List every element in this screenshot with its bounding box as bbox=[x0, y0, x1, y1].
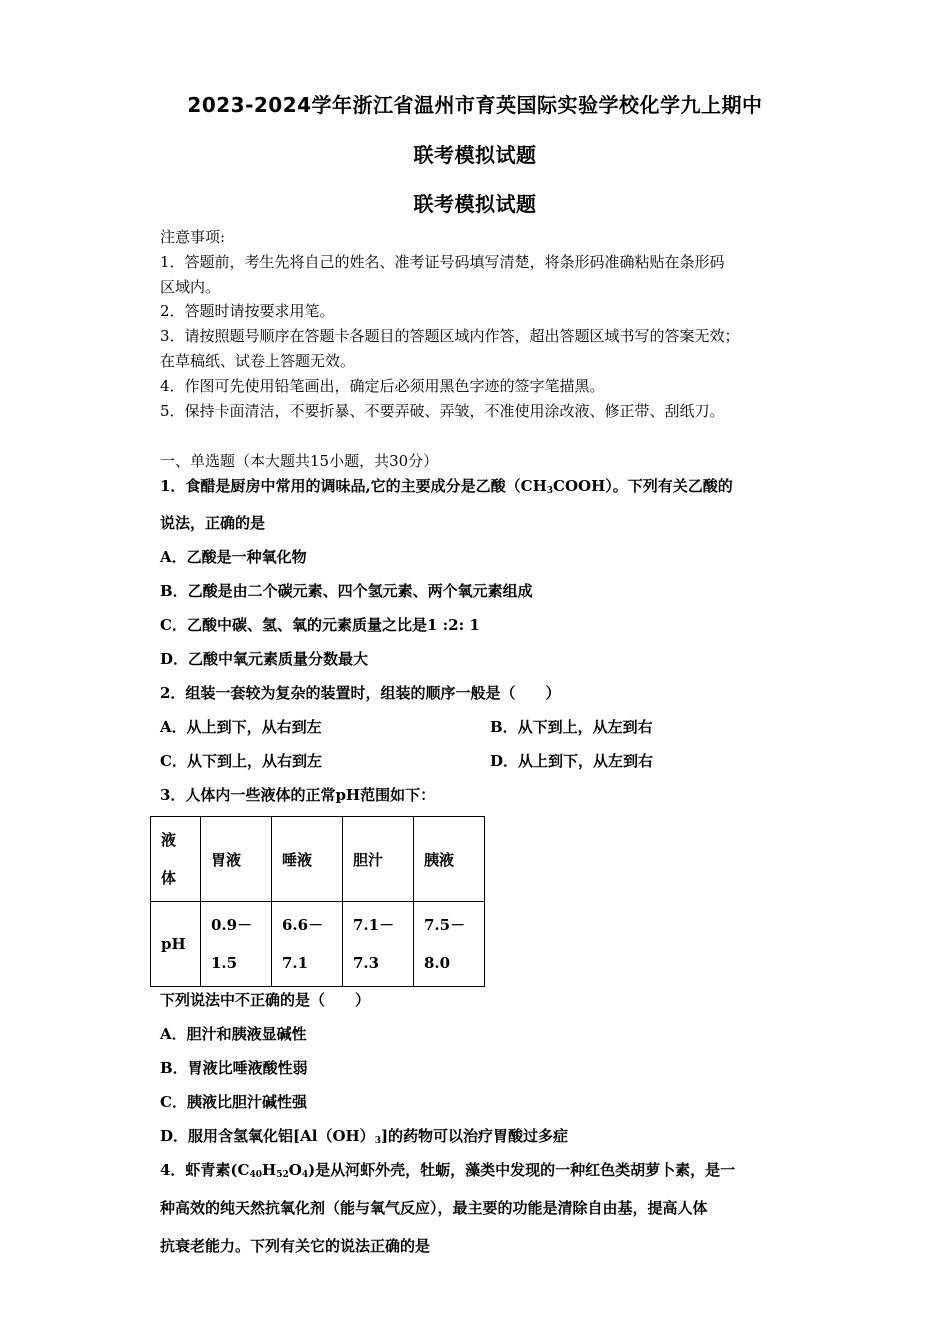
table-cell: 0.9－ 1.5 bbox=[201, 902, 272, 987]
question-4-stem: 4．虾青素$(C_{40}H_{52}O_4)$是从河虾外壳，牡蛎，藻类中发现的一种红色类胡萝卜素，是一 bbox=[160, 1161, 736, 1180]
question-1-stem-cont: 说法，正确的是 bbox=[160, 514, 266, 532]
question-2-option-b: B．从下到上，从左到右 bbox=[490, 718, 653, 736]
page-subtitle-repeat: 联考模拟试题 bbox=[413, 192, 537, 216]
question-3-option-d: D．服用含氢氧化铝$[Al(OH)_3]$的药物可以治疗胃酸过多症 bbox=[160, 1127, 569, 1146]
table-header-row bbox=[151, 817, 485, 902]
notice-item: 2．答题时请按要求用笔。 bbox=[160, 302, 335, 320]
question-1-option-a: A．乙酸是一种氧化物 bbox=[160, 548, 307, 566]
table-cell: 7.1－ 7.3 bbox=[343, 902, 414, 987]
notice-item: 在草稿纸、试卷上答题无效。 bbox=[160, 352, 356, 370]
question-2-stem: 2．组装一套较为复杂的装置时，组装的顺序一般是（ ） bbox=[160, 684, 561, 702]
section-heading: 一、单选题（本大题共15小题，共30分） bbox=[160, 452, 439, 470]
question-3-option-a: A．胆汁和胰液显碱性 bbox=[160, 1025, 307, 1043]
question-3-question: 下列说法中不正确的是（ ） bbox=[160, 991, 371, 1009]
question-3-option-b: B．胃液比唾液酸性弱 bbox=[160, 1059, 308, 1077]
table-cell: 胃液 bbox=[201, 817, 272, 902]
notice-item: 3．请按照题号顺序在答题卡各题目的答题区域内作答，超出答题区域书写的答案无效； bbox=[160, 327, 740, 345]
question-1-stem: 1．食醋是厨房中常用的调味品,它的主要成分是乙酸$(CH_3COOH)$。下列有关乙酸的 bbox=[160, 477, 733, 496]
page-title: 2023-2024学年浙江省温州市育英国际实验学校化学九上期中 bbox=[187, 93, 763, 117]
table-cell: 胰液 bbox=[414, 817, 485, 902]
table-cell: pH bbox=[151, 902, 201, 987]
table-cell: 7.5－ 8.0 bbox=[414, 902, 485, 987]
notice-heading: 注意事项: bbox=[160, 228, 226, 246]
question-1-option-c: C．乙酸中碳、氢、氧的元素质量之比是1 :2: 1 bbox=[160, 616, 480, 634]
table-cell: 液 体 bbox=[151, 817, 201, 902]
question-2-option-c: C．从下到上，从右到左 bbox=[160, 752, 322, 770]
table-row bbox=[151, 902, 485, 987]
notice-item: 4．作图可先使用铅笔画出，确定后必须用黑色字迹的签字笔描黑。 bbox=[160, 377, 605, 395]
question-3-stem: 3．人体内一些液体的正常pH范围如下： bbox=[160, 786, 436, 804]
question-2-option-a: A．从上到下，从右到左 bbox=[160, 718, 322, 736]
question-3-option-c: C．胰液比胆汁碱性强 bbox=[160, 1093, 307, 1111]
table-cell: 胆汁 bbox=[343, 817, 414, 902]
page-subtitle: 联考模拟试题 bbox=[413, 143, 537, 167]
notice-item: 1．答题前，考生先将自己的姓名、准考证号码填写清楚，将条形码准确粘贴在条形码 bbox=[160, 253, 725, 271]
question-1-option-b: B．乙酸是由二个碳元素、四个氢元素、两个氧元素组成 bbox=[160, 582, 533, 600]
question-1-option-d: D．乙酸中氧元素质量分数最大 bbox=[160, 650, 369, 668]
question-4-stem-cont: 抗衰老能力。下列有关它的说法正确的是 bbox=[160, 1237, 431, 1255]
table-cell: 唾液 bbox=[272, 817, 343, 902]
table-cell: 6.6－ 7.1 bbox=[272, 902, 343, 987]
notice-item: 5．保持卡面清洁，不要折暴、不要弄破、弄皱，不准使用涂改液、修正带、刮纸刀。 bbox=[160, 402, 725, 420]
notice-item: 区域内。 bbox=[160, 278, 221, 296]
question-4-stem-cont: 种高效的纯天然抗氧化剂（能与氧气反应），最主要的功能是清除自由基，提高人体 bbox=[160, 1199, 708, 1217]
question-2-option-d: D．从上到下，从左到右 bbox=[490, 752, 654, 770]
ph-table bbox=[150, 816, 485, 987]
